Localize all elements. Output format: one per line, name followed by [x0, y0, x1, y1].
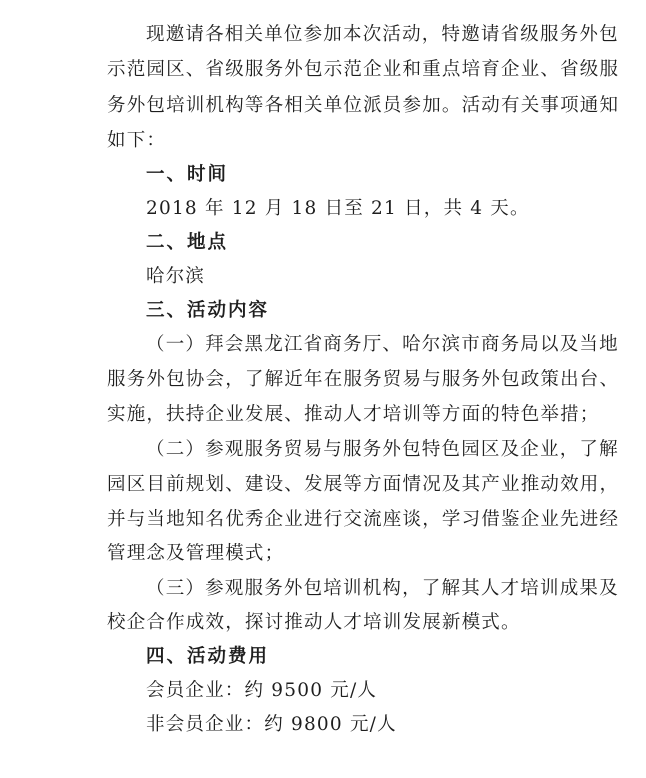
content-item2-line-3: 并与当地知名优秀企业进行交流座谈，学习借鉴企业先进经 — [107, 509, 620, 530]
intro-line-2: 示范园区、省级服务外包示范企业和重点培育企业、省级服 — [107, 59, 620, 80]
intro-line-4: 如下： — [107, 130, 167, 151]
content-item1-line-3: 实施，扶持企业发展、推动人才培训等方面的特色举措； — [107, 404, 600, 425]
fee-non-member: 非会员企业：约 9800 元/人 — [146, 714, 397, 735]
intro-line-1: 现邀请各相关单位参加本次活动，特邀请省级服务外包 — [146, 24, 619, 45]
content-item3-line-2: 校企合作成效，探讨推动人才培训发展新模式。 — [107, 612, 521, 633]
section-place-text: 哈尔滨 — [146, 266, 206, 287]
content-item2-line-4: 管理念及管理模式； — [107, 543, 285, 564]
intro-line-3: 务外包培训机构等各相关单位派员参加。活动有关事项通知 — [107, 95, 620, 116]
section-content-heading: 三、活动内容 — [146, 300, 270, 321]
content-item2-line-2: 园区目前规划、建设、发展等方面情况及其产业推动效用， — [107, 474, 620, 495]
content-item1-line-1: （一）拜会黑龙江省商务厅、哈尔滨市商务局以及当地 — [146, 334, 619, 355]
content-item3-line-1: （三）参观服务外包培训机构，了解其人才培训成果及 — [146, 578, 619, 599]
content-item2-line-1: （二）参观服务贸易与服务外包特色园区及企业，了解 — [146, 439, 619, 460]
section-time-text: 2018 年 12 月 18 日至 21 日，共 4 天。 — [146, 198, 530, 219]
section-fee-heading: 四、活动费用 — [146, 646, 270, 667]
content-item1-line-2: 服务外包协会，了解近年在服务贸易与服务外包政策出台、 — [107, 369, 620, 390]
fee-member: 会员企业：约 9500 元/人 — [146, 680, 378, 701]
section-time-heading: 一、时间 — [146, 164, 229, 185]
section-place-heading: 二、地点 — [146, 232, 229, 253]
